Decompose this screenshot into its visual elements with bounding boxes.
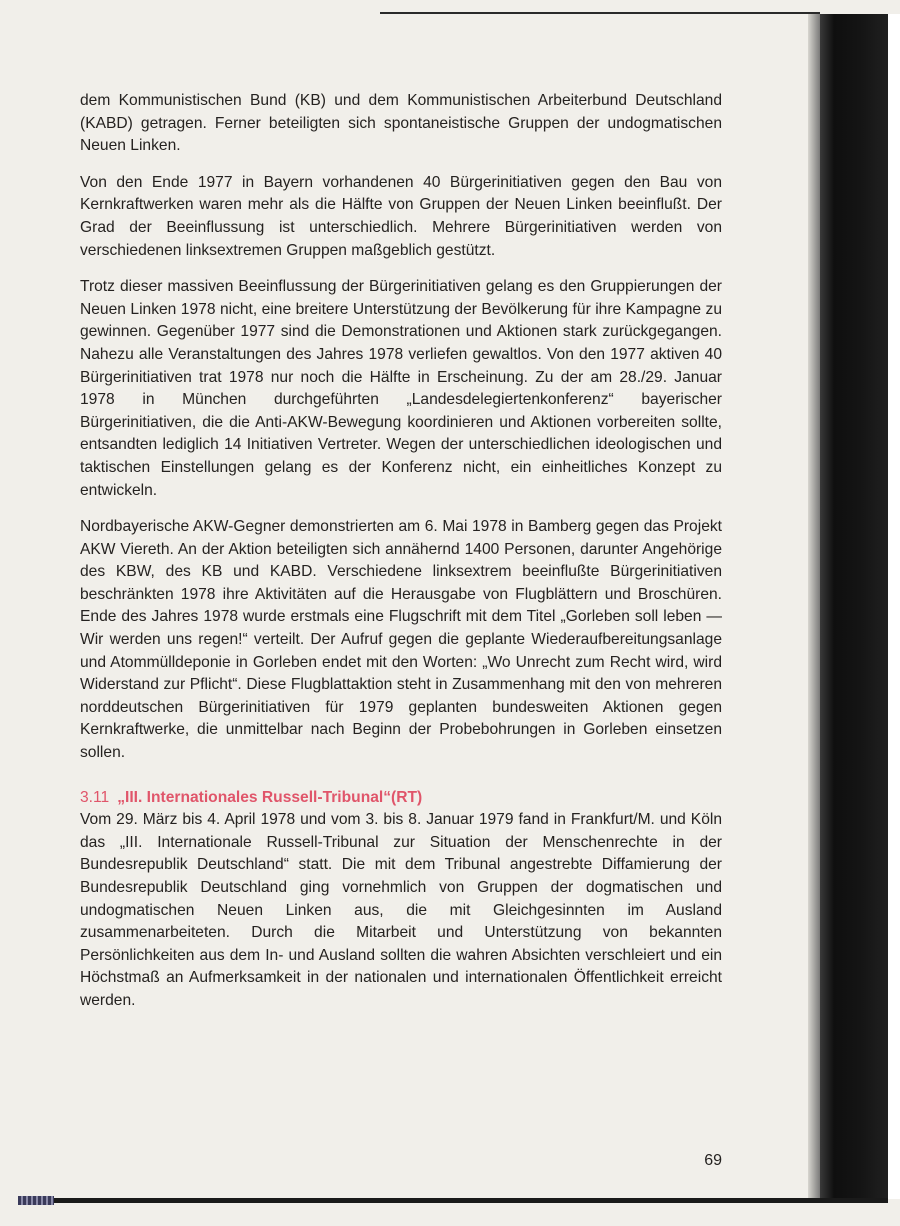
book-spine bbox=[820, 14, 888, 1199]
section-paragraph: Vom 29. März bis 4. April 1978 und vom 3. bis 8. Januar 1979 fand in Frankfurt/M. und Köln das „III. Internationale Russell-Tribunal zur Situation der Menschenrechte in der Bundesrepublik Deutschland“ statt. Die mit dem Tribunal angestrebte Diffamierung der Bundesrepublik Deutschland ging vornehmlich von Gruppen der dogmatischen und undogmatischen Neuen Linken aus, die mit Gleichgesinnten im Ausland zusammenarbeiteten. Durch die Mitarbeit und Unterstützung von bekannten Persönlichkeiten aus dem In- und Ausland sollten die wahren Absichten verschleiert und ein Höchstmaß an Aufmerksamkeit in der nationalen und internationalen Öffentlichkeit erreicht werden. bbox=[80, 811, 722, 1009]
bottom-rule bbox=[18, 1198, 888, 1203]
paragraph: Von den Ende 1977 in Bayern vorhandenen 40 Bürgerinitiativen gegen den Bau von Kernkraftwerken waren mehr als die Hälfte von Gruppen der Neuen Linken beeinflußt. Der Grad der Beeinflussung ist unterschiedlich. Mehrere Bürgerinitiativen werden von verschiedenen linksextremen Gruppen maßgeblich gestützt. bbox=[80, 173, 722, 259]
section-title: „III. Internationales Russell-Tribunal“(RT) bbox=[117, 788, 423, 806]
page-number: 69 bbox=[704, 1152, 722, 1169]
paragraph: dem Kommunistischen Bund (KB) und dem Kommunistischen Arbeiterbund Deutschland (KABD) getragen. Ferner beteiligten sich spontaneistische Gruppen der undogmatischen Neuen Linken. bbox=[80, 92, 722, 155]
paragraph: Trotz dieser massiven Beeinflussung der Bürgerinitiativen gelang es den Gruppierungen der Neuen Linken 1978 nicht, eine breitere Unterstützung der Bevölkerung für ihre Kampagne zu gewinnen. Gegenüber 1977 sind die Demonstrationen und Aktionen stark zurückgegangen. Nahezu alle Veranstaltungen des Jahres 1978 verliefen gewaltlos. Von den 1977 aktiven 40 Bürgerinitiativen trat 1978 nur noch die Hälfte in Erscheinung. Zu der am 28./29. Januar 1978 in München durchgeführten „Landesdelegiertenkonferenz“ bayerischer Bürgerinitiativen, die die Anti-AKW-Bewegung koordinieren und Aktionen vorbereiten sollte, entsandten lediglich 14 Initiativen Vertreter. Wegen der unterschiedlichen ideologischen und taktischen Einstellungen gelang es der Konferenz nicht, ein einheitliches Konzept zu entwickeln. bbox=[80, 278, 722, 499]
scan-mark bbox=[18, 1196, 54, 1205]
section-heading bbox=[80, 787, 722, 810]
text-column bbox=[80, 90, 722, 1013]
section-number: 3.11 bbox=[80, 788, 110, 806]
top-rule bbox=[380, 12, 820, 14]
paragraph: Nordbayerische AKW-Gegner demonstrierten am 6. Mai 1978 in Bamberg gegen das Projekt AKW Viereth. An der Aktion beteiligten sich annähernd 1400 Personen, darunter Angehörige des KBW, des KB und KABD. Verschiedene linksextrem beeinflußte Bürgerinitiativen beschränkten 1978 ihre Aktivitäten auf die Herausgabe von Flugblättern und Broschüren. Ende des Jahres 1978 wurde erstmals eine Flugschrift mit dem Titel „Gorleben soll leben — Wir werden uns regen!“ verteilt. Der Aufruf gegen die geplante Wiederaufbereitungsanlage und Atommülldeponie in Gorleben endet mit den Worten: „Wo Unrecht zum Recht wird, wird Widerstand zur Pflicht“. Diese Flugblattaktion steht in Zusammenhang mit den von mehreren norddeutschen Bürgerinitiativen für 1979 geplanten bundesweiten Aktionen gegen Kernkraftwerke, die unmittelbar nach Beginn der Probebohrungen in Gorleben einsetzen sollen. bbox=[80, 518, 722, 762]
